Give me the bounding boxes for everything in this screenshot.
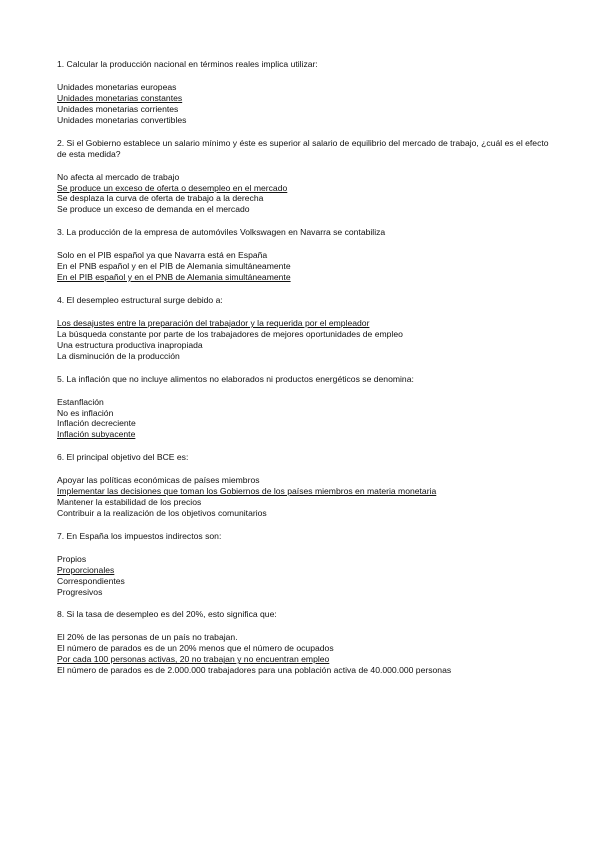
answer-option: Unidades monetarias corrientes: [57, 103, 179, 114]
answer-option: No es inflación: [57, 407, 114, 418]
answer-option: Inflación decreciente: [57, 418, 136, 429]
question-text: 6. El principal objetivo del BCE es:: [57, 452, 189, 463]
question-text: 5. La inflación que no incluye alimentos no elaborados ni productos energéticos se denomina:: [57, 373, 414, 384]
answer-option-correct: En el PIB español y en el PNB de Alemania simultáneamente: [57, 272, 291, 283]
question-text: 4. El desempleo estructural surge debido a:: [57, 294, 223, 305]
answer-option: Correspondientes: [57, 575, 125, 586]
question-text: 2. Si el Gobierno establece un salario mínimo y éste es superior al salario de equilibrio del mercado de trabajo, ¿cuál es el efecto de esta medida?: [57, 137, 549, 159]
answer-option: El número de parados es de un 20% menos que el número de ocupados: [57, 643, 334, 654]
answer-option: En el PNB español y en el PIB de Alemania simultáneamente: [57, 261, 291, 272]
answer-option-correct: Proporcionales: [57, 564, 115, 575]
question-text: 3. La producción de la empresa de automóviles Volkswagen en Navarra se contabiliza: [57, 227, 386, 238]
question-2: [57, 138, 557, 216]
answer-option: La búsqueda constante por parte de los trabajadores de mejores oportunidades de empleo: [57, 328, 403, 339]
answer-option: Apoyar las políticas económicas de países miembros: [57, 475, 260, 486]
answer-option: La disminución de la producción: [57, 350, 180, 361]
answer-option: Unidades monetarias europeas: [57, 82, 177, 92]
document-page: [57, 59, 557, 688]
answer-option: Contribuir a la realización de los objetivos comunitarios: [57, 507, 267, 518]
answer-list: [57, 318, 557, 362]
answer-option-correct: Los desajustes entre la preparación del trabajador y la requerida por el empleador: [57, 317, 370, 328]
answer-option: Se produce un exceso de demanda en el mercado: [57, 204, 250, 215]
answer-option: El número de parados es de 2.000.000 trabajadores para una población activa de 40.000.000 personas: [57, 665, 452, 676]
question-4: [57, 295, 557, 362]
answer-list: [57, 554, 557, 598]
answer-option: Mantener la estabilidad de los precios: [57, 497, 202, 508]
question-8: [57, 609, 557, 676]
answer-list: [57, 250, 557, 283]
question-text: 8. Si la tasa de desempleo es del 20%, esto significa que:: [57, 609, 277, 620]
question-1: [57, 59, 557, 126]
answer-option: Progresivos: [57, 586, 103, 597]
answer-option: Estanflación: [57, 396, 104, 407]
question-5: [57, 374, 557, 441]
answer-list: [57, 82, 557, 126]
answer-option-correct: Inflación subyacente: [57, 429, 136, 440]
answer-option-correct: Por cada 100 personas activas, 20 no trabajan y no encuentran empleo: [57, 654, 330, 665]
answer-option: Unidades monetarias convertibles: [57, 114, 187, 125]
answer-list: [57, 397, 557, 441]
question-3: [57, 227, 557, 283]
answer-option-correct: Unidades monetarias constantes: [57, 92, 183, 103]
answer-option: Solo en el PIB español ya que Navarra está en España: [57, 250, 268, 261]
answer-option: No afecta al mercado de trabajo: [57, 171, 180, 182]
answer-option: Propios: [57, 553, 87, 564]
answer-list: [57, 632, 557, 676]
answer-option-correct: Se produce un exceso de oferta o desempleo en el mercado: [57, 182, 288, 193]
question-text: 1. Calcular la producción nacional en términos reales implica utilizar:: [57, 59, 318, 69]
question-7: [57, 531, 557, 598]
answer-option-correct: Implementar las decisiones que toman los Gobiernos de los países miembros en materia monetaria: [57, 486, 437, 497]
answer-option: El 20% de las personas de un país no trabajan.: [57, 632, 238, 643]
question-6: [57, 452, 557, 519]
answer-list: [57, 475, 557, 519]
question-text: 7. En España los impuestos indirectos son:: [57, 530, 222, 541]
answer-list: [57, 172, 557, 216]
answer-option: Se desplaza la curva de oferta de trabajo a la derecha: [57, 193, 264, 204]
answer-option: Una estructura productiva inapropiada: [57, 339, 203, 350]
